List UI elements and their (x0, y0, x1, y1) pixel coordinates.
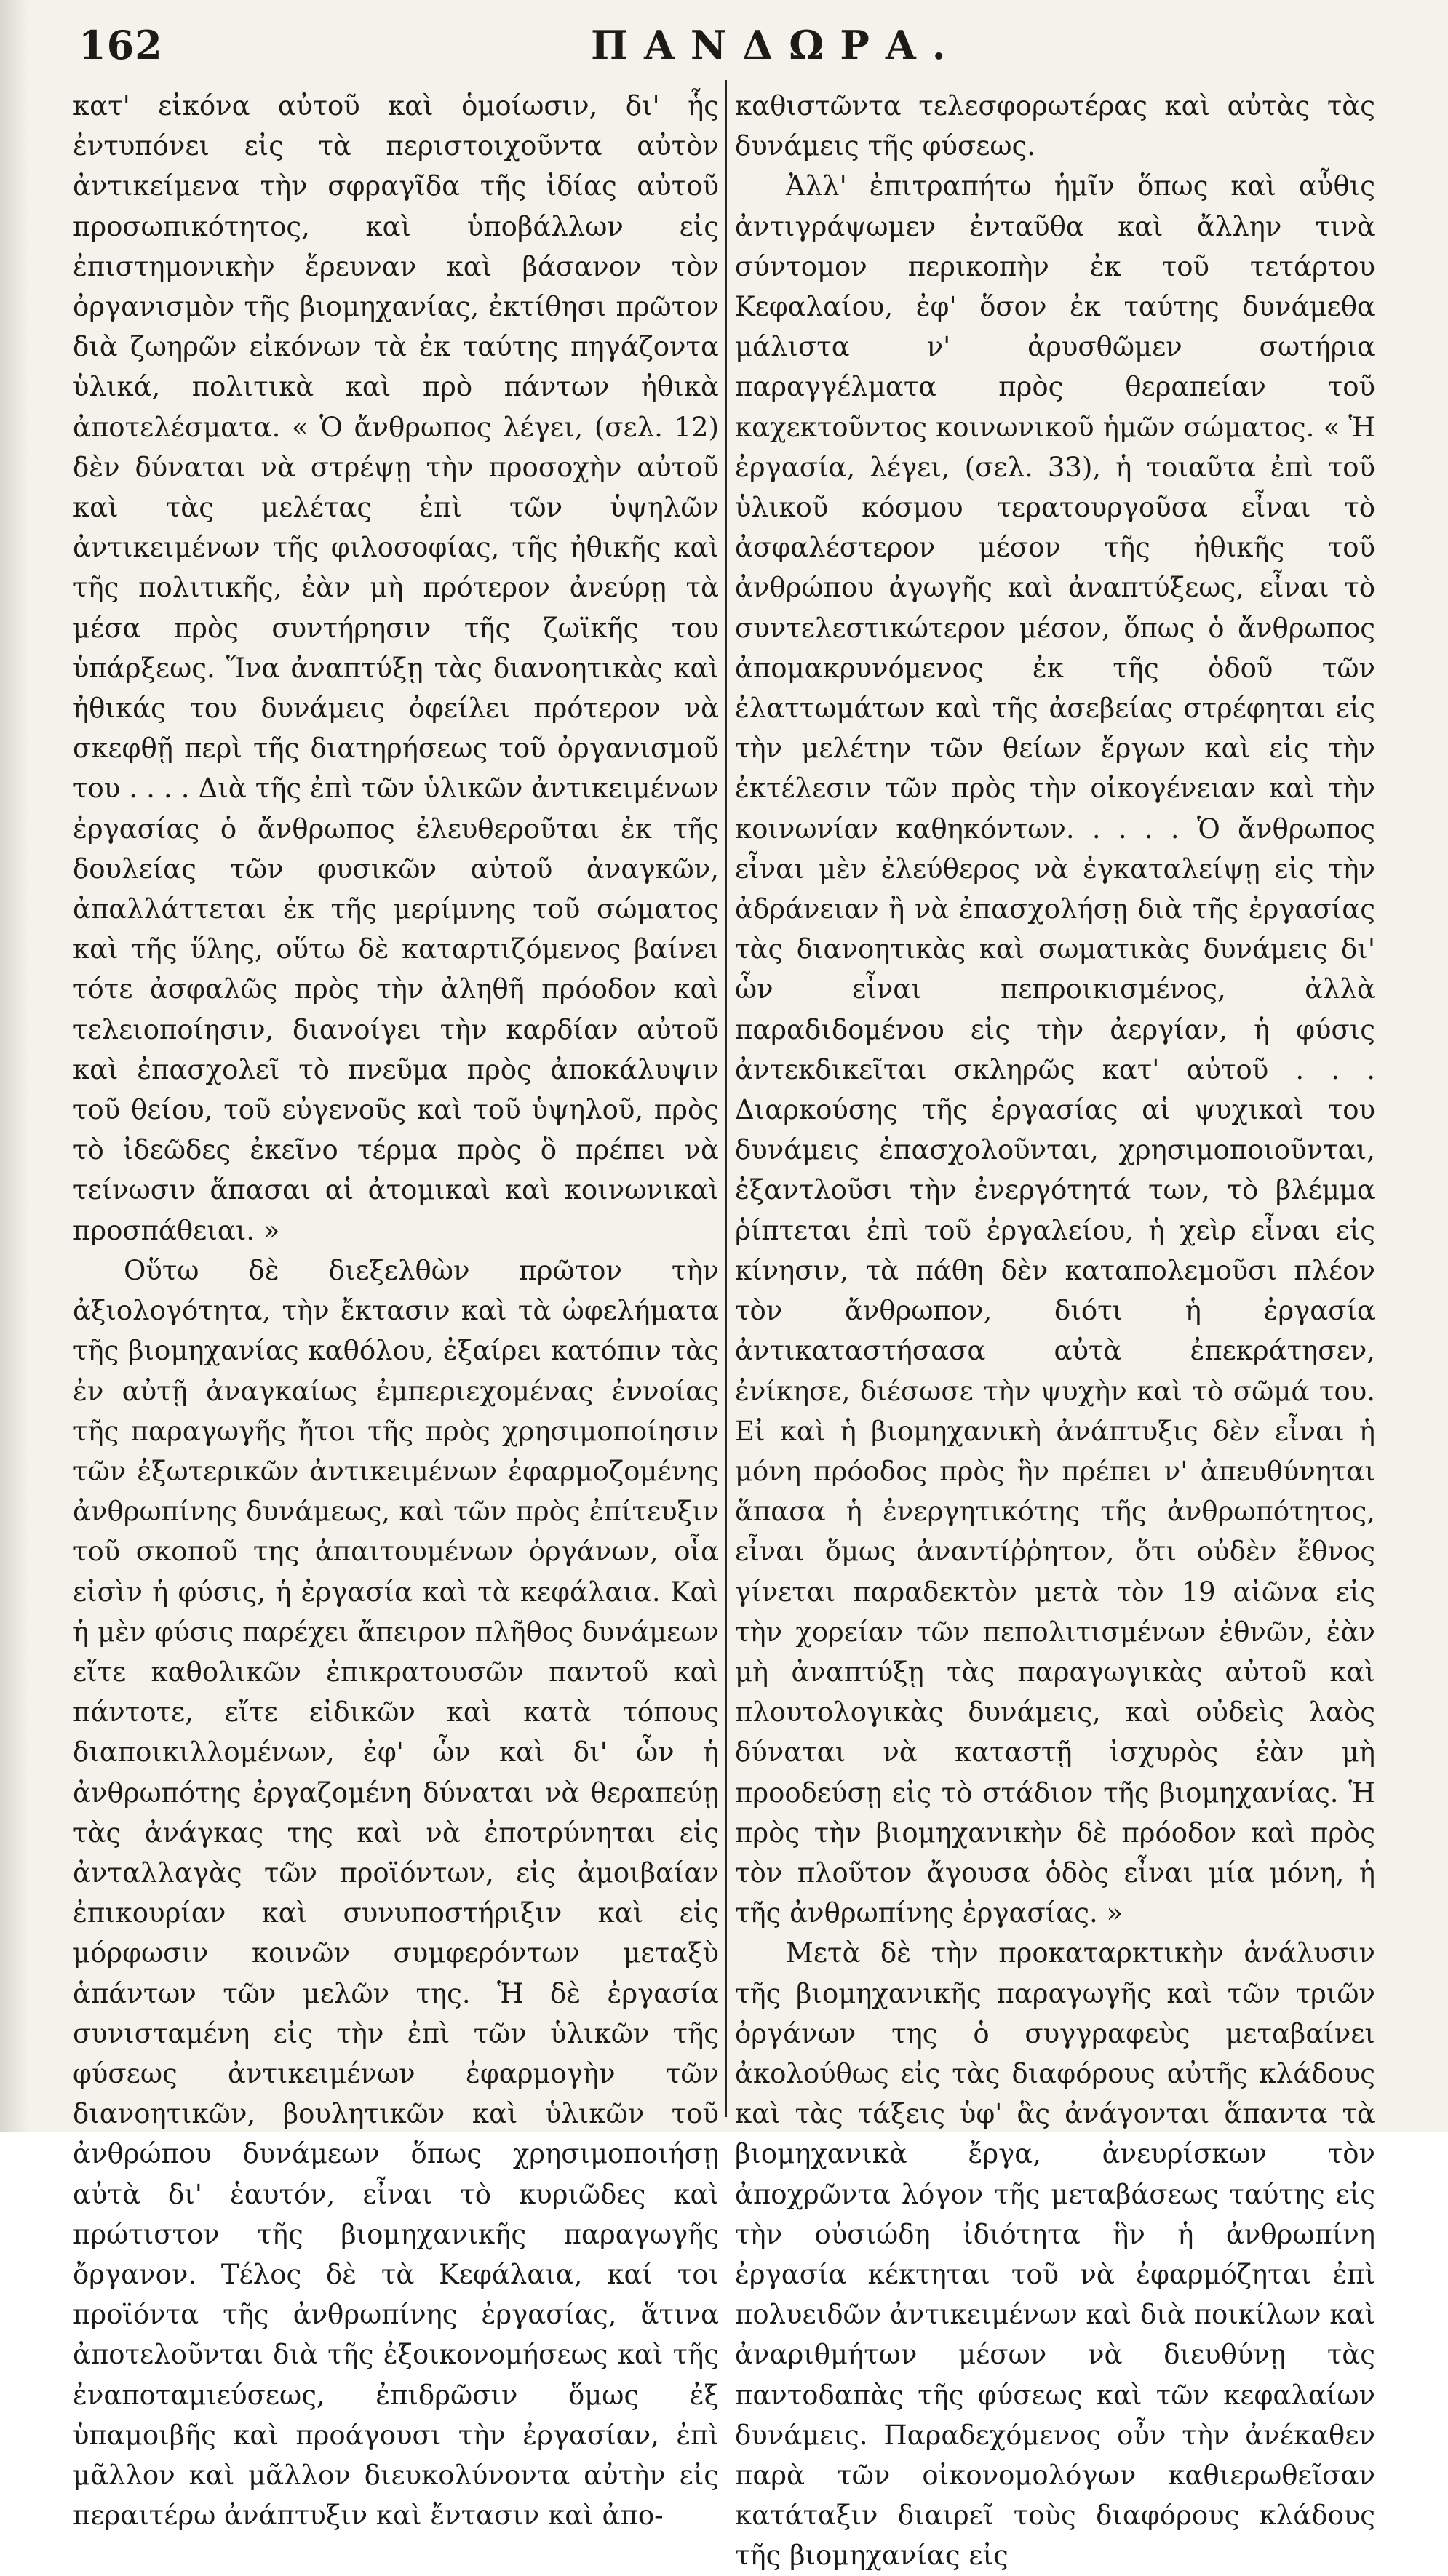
page-number: 162 (79, 22, 163, 68)
paragraph: κατ' εἰκόνα αὐτοῦ καὶ ὁμοίωσιν, δι' ἧς ἐντυπόνει εἰς τὰ περιστοιχοῦντα αὐτὸν ἀντικείμενα τὴν σφραγῖδα τῆς ἰδίας αὐτοῦ προσωπικότητος, καὶ ὑποβάλλων εἰς ἐπιστημονικὴν ἔρευναν καὶ βάσανον τὸν ὀργανισμὸν τῆς βιομηχανίας, ἐκτίθησι πρῶτον διὰ ζωηρῶν εἰκόνων τὰ ἐκ ταύτης πηγάζοντα ὑλικά, πολιτικὰ καὶ πρὸ πάντων ἠθικὰ ἀποτελέσματα. « Ὁ ἄνθρωπος λέγει, (σελ. 12) δὲν δύναται νὰ στρέψῃ τὴν προσοχὴν αὐτοῦ καὶ τὰς μελέτας ἐπὶ τῶν ὑψηλῶν ἀντικειμένων τῆς φιλοσοφίας, τῆς ἠθικῆς καὶ τῆς πολιτικῆς, ἐὰν μὴ πρότερον ἀνεύρῃ τὰ μέσα πρὸς συντήρησιν τῆς ζωϊκῆς του ὑπάρξεως. Ἵνα ἀναπτύξῃ τὰς διανοητικὰς καὶ ἠθικάς του δυνάμεις ὀφείλει πρότερον νὰ σκεφθῇ περὶ τῆς διατηρήσεως τοῦ ὀργανισμοῦ του . . . . Διὰ τῆς ἐπὶ τῶν ὑλικῶν ἀντικειμένων ἐργασίας ὁ ἄνθρωπος ἐλευθεροῦται ἐκ τῆς δουλείας τῶν φυσικῶν αὐτοῦ ἀναγκῶν, ἀπαλλάττεται ἐκ τῆς μερίμνης τοῦ σώματος καὶ τῆς ὕλης, οὕτω δὲ καταρτιζόμενος βαίνει τότε ἀσφαλῶς πρὸς τὴν ἀληθῆ πρόοδον καὶ τελειοποίησιν, διανοίγει τὴν καρδίαν αὐτοῦ καὶ ἐπασχολεῖ τὸ πνεῦμα πρὸς ἀποκάλυψιν τοῦ θείου, τοῦ εὐγενοῦς καὶ τοῦ ὑψηλοῦ, πρὸς τὸ ἰδεῶδες ἐκεῖνο τέρμα πρὸς ὃ πρέπει νὰ τείνωσιν ἅπασαι αἱ ἀτομικαὶ καὶ κοινωνικαὶ προσπάθειαι. » (73, 90, 719, 1246)
paragraph: Μετὰ δὲ τὴν προκαταρκτικὴν ἀνάλυσιν τῆς βιομηχανικῆς παραγωγῆς καὶ τῶν τριῶν ὀργάνων της ὁ συγγραφεὺς μεταβαίνει ἀκολούθως εἰς τὰς διαφόρους αὐτῆς κλάδους καὶ τὰς τάξεις ὑφ' ἃς ἀνάγονται ἅπαντα τὰ βιομηχανικὰ ἔργα, ἀνευρίσκων τὸν ἀποχρῶντα λόγον τῆς μεταβάσεως ταύτης εἰς τὴν οὐσιώδη ἰδιότητα ἣν ἡ ἀνθρωπίνη ἐργασία κέκτηται τοῦ νὰ ἐφαρμόζηται ἐπὶ πολυειδῶν ἀντικειμένων καὶ διὰ ποικίλων καὶ ἀναριθμήτων μέσων νὰ διευθύνῃ τὰς παντοδαπὰς τῆς φύσεως καὶ τῶν κεφαλαίων δυνάμεις. Παραδεχόμενος οὖν τὴν ἀνέκαθεν παρὰ τῶν οἰκονομολόγων καθιερωθεῖσαν κατάταξιν διαιρεῖ τοὺς διαφόρους κλάδους τῆς βιομηχανίας εἰς (735, 1937, 1375, 2572)
binding-shadow (0, 0, 29, 2132)
paragraph: Ἀλλ' ἐπιτραπήτω ἡμῖν ὅπως καὶ αὖθις ἀντιγράψωμεν ἐνταῦθα καὶ ἄλλην τινὰ σύντομον περικοπὴν ἐκ τοῦ τετάρτου Κεφαλαίου, ἐφ' ὅσον ἐκ ταύτης δυνάμεθα μάλιστα ν' ἀρυσθῶμεν σωτήρια παραγγέλματα πρὸς θεραπείαν τοῦ καχεκτοῦντος κοινωνικοῦ ἡμῶν σώματος. « Ἡ ἐργασία, λέγει, (σελ. 33), ἡ τοιαῦτα ἐπὶ τοῦ ὑλικοῦ κόσμου τερατουργοῦσα εἶναι τὸ ἀσφαλέστερον μέσον τῆς ἠθικῆς τοῦ ἀνθρώπου ἀγωγῆς καὶ ἀναπτύξεως, εἶναι τὸ συντελεστικώτερον μέσον, ὅπως ὁ ἄνθρωπος ἀπομακρυνόμενος ἐκ τῆς ὁδοῦ τῶν ἐλαττωμάτων καὶ τῆς ἀσεβείας στρέφηται εἰς τὴν μελέτην τῶν θείων ἔργων καὶ εἰς τὴν ἐκτέλεσιν τῶν πρὸς τὴν οἰκογένειαν καὶ τὴν κοινωνίαν καθηκόντων. . . . . Ὁ ἄνθρωπος εἶναι μὲν ἐλεύθερος νὰ ἐγκαταλείψῃ εἰς τὴν ἀδράνειαν ἢ νὰ ἐπασχολήσῃ διὰ τῆς ἐργασίας τὰς διανοητικὰς καὶ σωματικὰς δυνάμεις δι' ὧν εἶναι πεπροικισμένος, ἀλλὰ παραδιδομένου εἰς τὴν ἀεργίαν, ἡ φύσις ἀντεκδικεῖται σκληρῶς κατ' αὐτοῦ . . . Διαρκούσης τῆς ἐργασίας αἱ ψυχικαὶ του δυνάμεις ἐπασχολοῦνται, χρησιμοποιοῦνται, ἐξαντλοῦσι τὴν ἐνεργότητά των, τὸ βλέμμα ῥίπτεται ἐπὶ τοῦ ἐργαλείου, ἡ χεὶρ εἶναι εἰς κίνησιν, τὰ πάθη δὲν καταπολεμοῦσι πλέον τὸν ἄνθρωπον, διότι ἡ ἐργασία ἀντικαταστήσασα αὐτὰ ἐπεκράτησεν, ἐνίκησε, διέσωσε τὴν ψυχὴν καὶ τὸ σῶμά του. Εἰ καὶ ἡ βιομηχανικὴ ἀνάπτυξις δὲν εἶναι ἡ μόνη πρόοδος πρὸς ἣν πρέπει ν' ἀπευθύνηται ἅπασα ἡ ἐνεργητικότης τῆς ἀνθρωπότητος, εἶναι ὅμως ἀναντίῤῥητον, ὅτι οὐδὲν ἔθνος γίνεται παραδεκτὸν μετὰ τὸν 19 αἰῶνα εἰς τὴν χορείαν τῶν πεπολιτισμένων ἐθνῶν, ἐὰν μὴ ἀναπτύξῃ τὰς παραγωγικὰς αὐτοῦ καὶ πλουτολογικὰς δυνάμεις, καὶ οὐδεὶς λαὸς δύναται νὰ καταστῇ ἰσχυρὸς ἐὰν μὴ προοδεύσῃ εἰς τὸ στάδιον τῆς βιομηχανίας. Ἡ πρὸς τὴν βιομηχανικὴν δὲ πρόοδον καὶ πρὸς τὸν πλοῦτον ἄγουσα ὁδὸς εἶναι μία μόνη, ἡ τῆς ἀνθρωπίνης ἐργασίας. » (735, 170, 1375, 1929)
paragraph: Οὕτω δὲ διεξελθὼν πρῶτον τὴν ἀξιολογότητα, τὴν ἔκτασιν καὶ τὰ ὠφελήματα τῆς βιομηχανίας καθόλου, ἐξαίρει κατόπιν τὰς ἐν αὐτῇ ἀναγκαίως ἐμπεριεχομένας ἐννοίας τῆς παραγωγῆς ἤτοι τῆς πρὸς χρησιμοποίησιν τῶν ἐξωτερικῶν ἀντικειμένων ἐφαρμοζομένης ἀνθρωπίνης δυνάμεως, καὶ τῶν πρὸς ἐπίτευξιν τοῦ σκοποῦ της ἀπαιτουμένων ὀργάνων, οἷα εἰσὶν ἡ φύσις, ἡ ἐργασία καὶ τὰ κεφάλαια. Καὶ ἡ μὲν φύσις παρέχει ἄπειρον πλῆθος δυνάμεων εἴτε καθολικῶν ἐπικρατουσῶν παντοῦ καὶ πάντοτε, εἴτε εἰδικῶν καὶ κατὰ τόπους διαποικιλλομένων, ἐφ' ὧν καὶ δι' ὧν ἡ ἀνθρωπότης ἐργαζομένη δύναται νὰ θεραπεύῃ τὰς ἀνάγκας της καὶ νὰ ἐποτρύνηται εἰς ἀνταλλαγὰς τῶν προϊόντων, εἰς ἀμοιβαίαν ἐπικουρίαν καὶ συνυποστήριξιν καὶ εἰς μόρφωσιν κοινῶν συμφερόντων μεταξὺ ἁπάντων τῶν μελῶν της. Ἡ δὲ ἐργασία συνισταμένη εἰς τὴν ἐπὶ τῶν ὑλικῶν τῆς φύσεως ἀντικειμένων ἐφαρμογὴν τῶν διανοητικῶν, βουλητικῶν καὶ ὑλικῶν τοῦ ἀνθρώπου δυνάμεων ὅπως χρησιμοποιήσῃ αὐτὰ δι' ἑαυτόν, εἶναι τὸ κυριῶδες καὶ πρώτιστον τῆς βιομηχανικῆς παραγωγῆς ὄργανον. Τέλος δὲ τὰ Κεφάλαια, καί τοι προϊόντα τῆς ἀνθρωπίνης ἐργασίας, ἅτινα ἀποτελοῦνται διὰ τῆς ἐξοικονομήσεως καὶ τῆς ἐναποταμιεύσεως, ἐπιδρῶσιν ὅμως ἐξ ὑπαμοιβῆς καὶ προάγουσι τὴν ἐργασίαν, ἐπὶ μᾶλλον καὶ μᾶλλον διευκολύνοντα αὐτὴν εἰς περαιτέρω ἀνάπτυξιν καὶ ἔντασιν καὶ ἀπο- (73, 1254, 719, 2532)
paragraph: καθιστῶντα τελεσφορωτέρας καὶ αὐτὰς τὰς δυνάμεις τῆς φύσεως. (735, 90, 1375, 162)
column-divider (725, 80, 727, 2117)
left-column (73, 86, 719, 2532)
right-column (735, 86, 1375, 2572)
running-head: ΠΑΝΔΩΡΑ. (591, 22, 962, 68)
